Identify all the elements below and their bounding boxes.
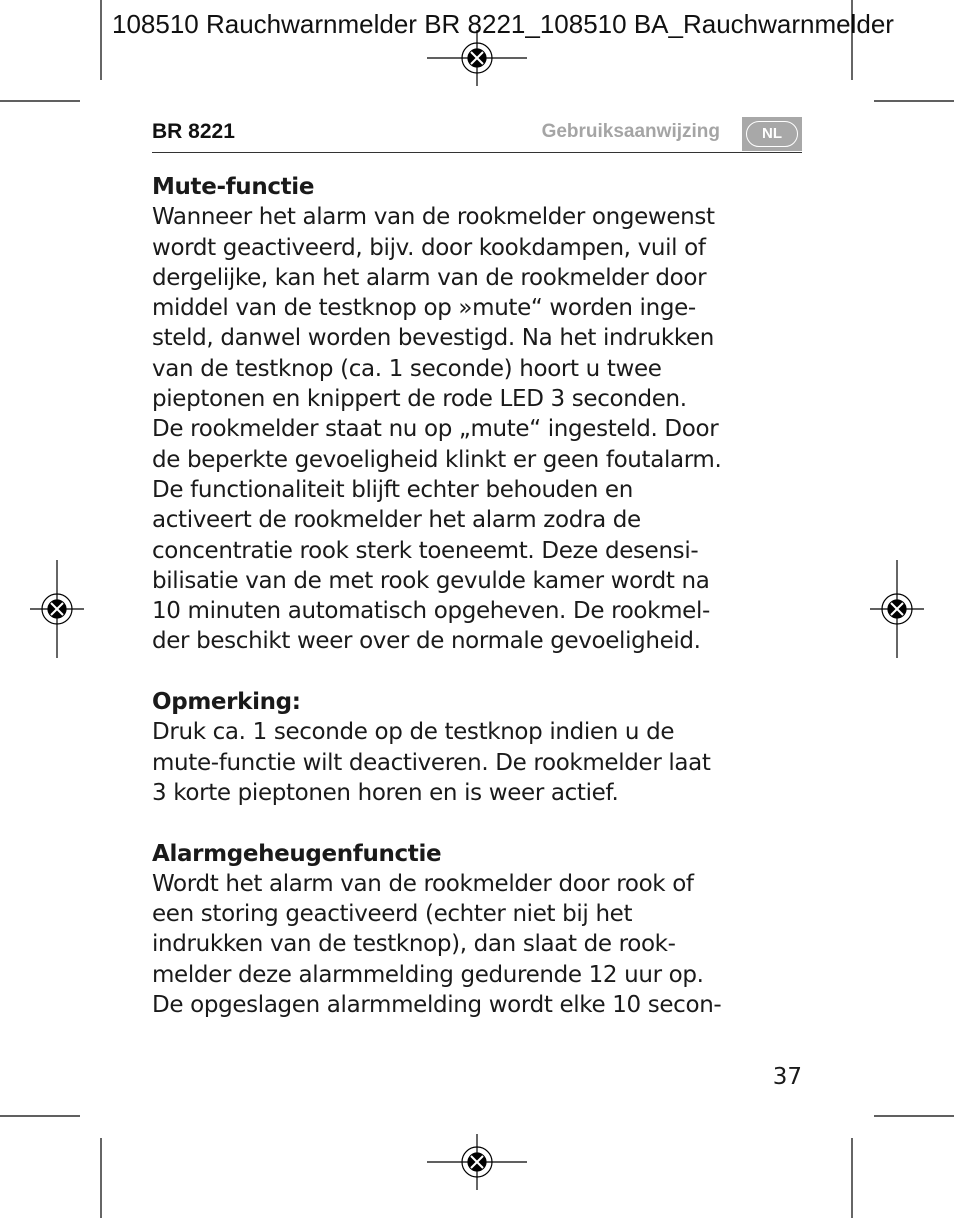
print-slug: 108510 Rauchwarnmelder BR 8221_108510 BA_Rauchwarnmelder: [112, 9, 894, 39]
page-number: 37: [772, 1064, 802, 1090]
registration-mark-left: [30, 560, 84, 658]
section-note: [152, 687, 812, 808]
page-header: [152, 116, 802, 153]
section-title: Mute-functie: [152, 174, 315, 200]
section-title: Alarmgeheugenfunctie: [152, 840, 442, 867]
document-type: Gebruiksaanwijzing: [541, 121, 720, 142]
registration-mark-bottom: [427, 1134, 527, 1190]
section-body: Wordt het alarm van de rookmelder door rook of een storing geactiveerd (echter niet bij het indrukken van de testknop), dan slaat de rook- melder deze alarmmelding gedurende 12 uur op. De opgeslagen alarmmelding wordt elke 10 secon-: [152, 870, 722, 1019]
section-body: Druk ca. 1 seconde op de testknop indien u de mute-functie wilt deactiveren. De rookmelder laat 3 korte pieptonen horen en is weer actief.: [152, 719, 711, 806]
model-name: BR 8221: [152, 120, 235, 143]
section-body: Wanneer het alarm van de rookmelder ongewenst wordt geactiveerd, bijv. door kookdampen, vuil of dergelijke, kan het alarm van de rookmelder door middel van de testknop op »mute“ worden inge- steld, danwel worden bevestigd. Na het indrukken van de testknop (ca. 1 seconde) hoort u twee pieptonen en knippert de rode LED 3 seconden. De rookmelder staat nu op „mute“ ingesteld. Door de beperkte gevoeligheid klinkt er geen foutalarm. De functionaliteit blijft echter behouden en activeert de rookmelder het alarm zodra de concentratie rook sterk toeneemt. Deze desensi- bilisatie van de met rook gevulde kamer wordt na 10 minuten automatisch opgeheven. De rookmel- der beschikt weer over de normale gevoeligheid.: [152, 204, 722, 655]
registration-mark-right: [870, 560, 924, 658]
language-code: NL: [746, 121, 798, 147]
manual-content: [152, 172, 812, 1051]
section-mute-function: [152, 172, 812, 657]
section-title: Opmerking:: [152, 689, 301, 716]
language-badge: [742, 117, 802, 151]
section-alarm-memory: [152, 839, 812, 1021]
